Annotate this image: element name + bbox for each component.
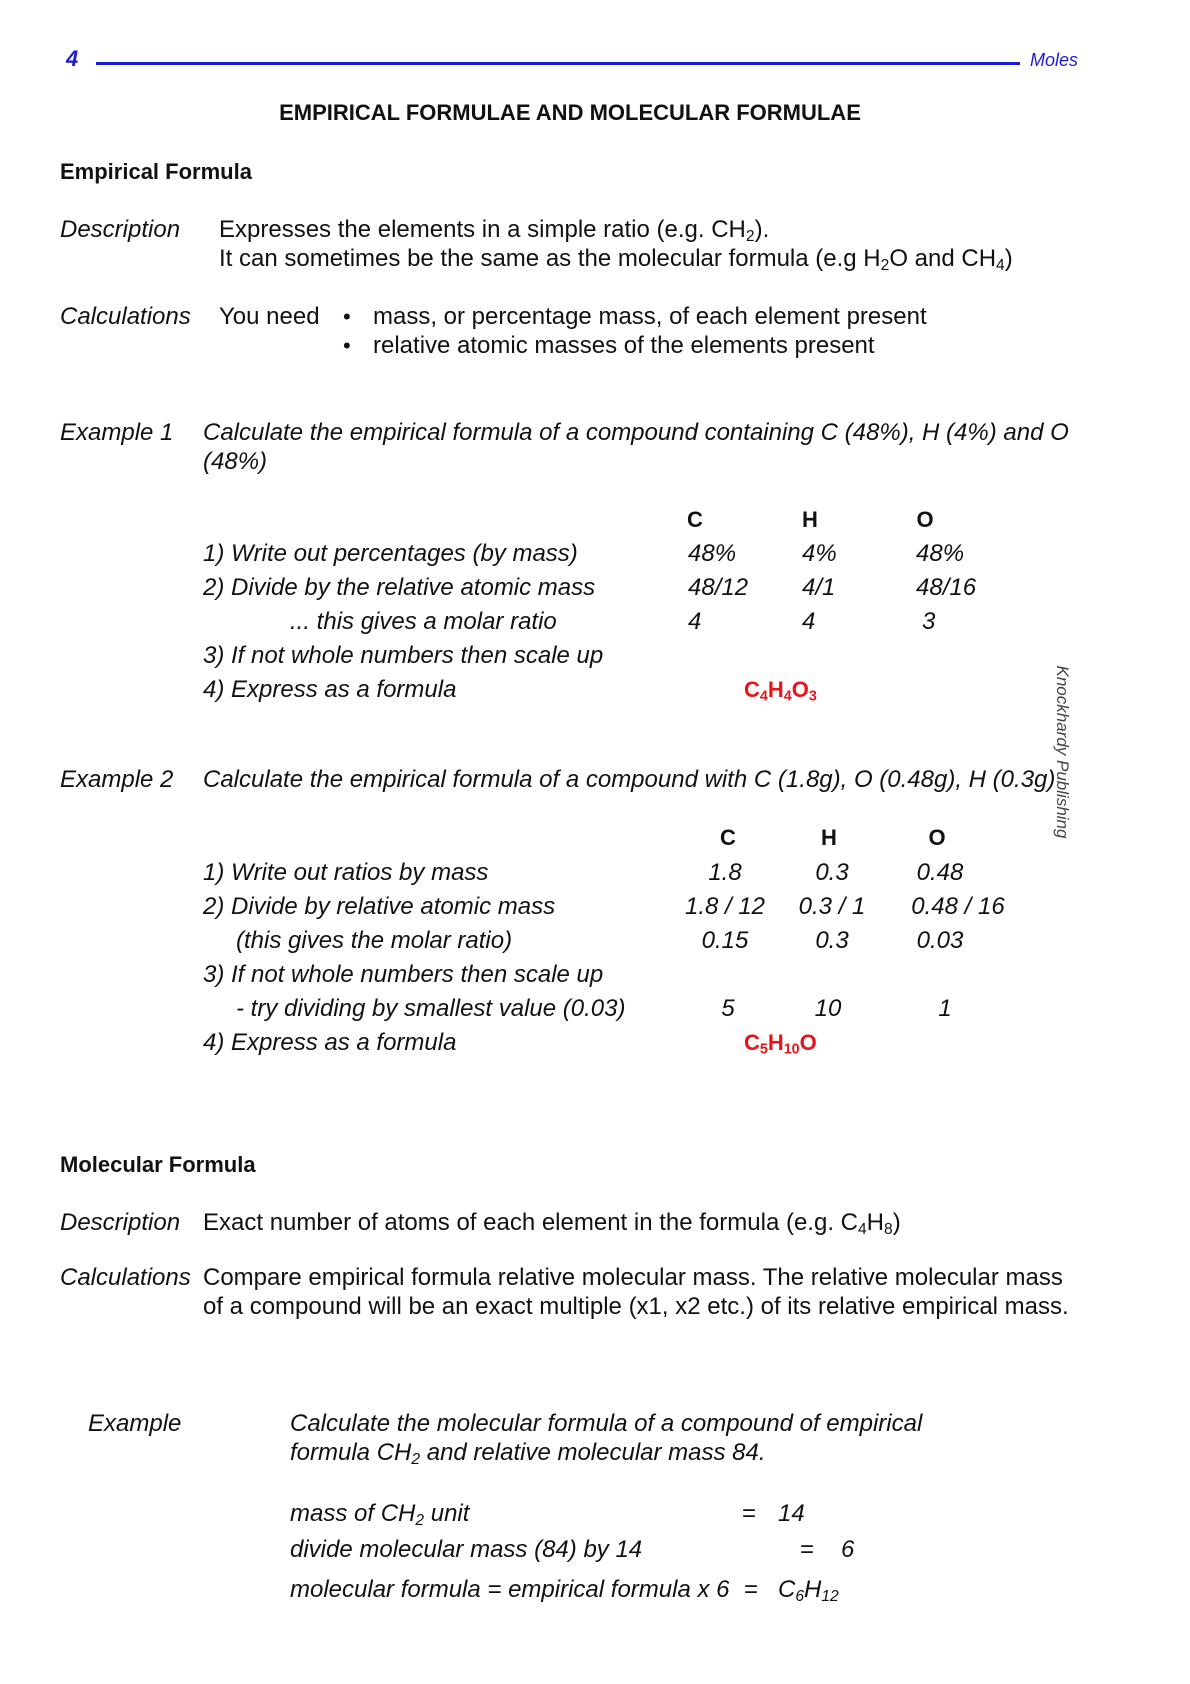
example2-label: Example 2 <box>60 766 174 793</box>
example1-header-H: H <box>802 507 818 532</box>
publisher-side-label: Knockhardy Publishing <box>1053 665 1072 839</box>
example2-answer-formula: $C_5H_{10}O$ <box>744 1030 817 1058</box>
example2-cell: 10 <box>814 995 842 1022</box>
molecular-heading: Molecular Formula <box>60 1152 256 1177</box>
bullet-item: relative atomic masses of the elements present <box>373 332 875 359</box>
example1-step: 1) Write out percentages (by mass) <box>203 540 578 567</box>
example2-cell: 1 <box>938 995 952 1022</box>
example2-header-C: C <box>720 825 736 850</box>
example3-question-line1: Calculate the molecular formula of a compound of empirical <box>290 1410 923 1437</box>
example1-step: ... this gives a molar ratio <box>290 608 557 635</box>
example2-cell: 0.3 / 1 <box>798 893 866 920</box>
example3-line2: divide molecular mass (84) by 14 <box>290 1536 643 1563</box>
example1-label: Example 1 <box>60 419 174 446</box>
bullet: • <box>343 333 351 358</box>
example1-header-O: O <box>916 507 934 532</box>
bullet: • <box>343 304 351 329</box>
empirical-calculations-label: Calculations <box>60 303 191 330</box>
example1-cell: 48% <box>688 540 737 567</box>
molecular-calculations-label: Calculations <box>60 1264 191 1291</box>
example2-step: (this gives the molar ratio) <box>236 927 513 954</box>
molecular-calc-line2: of a compound will be an exact multiple (x1, x2 etc.) of its relative empirical mass. <box>203 1293 1069 1320</box>
example1-cell: 4% <box>802 540 837 567</box>
example3-line1: mass of $CH_2$ unit <box>290 1500 470 1529</box>
bullet-item: mass, or percentage mass, of each element present <box>373 303 927 330</box>
example2-cell: 0.3 <box>815 859 849 886</box>
empirical-heading: Empirical Formula <box>60 159 252 184</box>
you-need-text: You need <box>219 303 320 330</box>
header-rule <box>96 62 1020 65</box>
page-title: EMPIRICAL FORMULAE AND MOLECULAR FORMULAE <box>279 100 861 125</box>
example2-cell: 0.03 <box>916 927 964 954</box>
example2-cell: 5 <box>721 995 735 1022</box>
example2-cell: 0.48 <box>916 859 964 886</box>
example1-cell: 48/16 <box>916 574 977 601</box>
example3-line1-equals: = <box>742 1500 757 1527</box>
example2-step: 4) Express as a formula <box>203 1029 457 1056</box>
example2-step: 2) Divide by relative atomic mass <box>203 893 556 920</box>
empirical-description-label: Description <box>60 216 181 243</box>
molecular-description-label: Description <box>60 1209 181 1236</box>
example1-step: 4) Express as a formula <box>203 676 457 703</box>
example2-cell: 1.8 / 12 <box>684 893 766 920</box>
empirical-description-line2: It can sometimes be the same as the molecular formula (e.g $H_2O$ and $CH_4$) <box>219 245 1013 274</box>
example2-cell: 0.15 <box>701 927 749 954</box>
example1-cell: 4 <box>688 608 702 635</box>
example1-step: 2) Divide by the relative atomic mass <box>203 574 596 601</box>
example1-cell: 48/12 <box>688 574 749 601</box>
example2-step: - try dividing by smallest value (0.03) <box>236 995 626 1022</box>
example2-step: 1) Write out ratios by mass <box>203 859 489 886</box>
example1-step: 3) If not whole numbers then scale up <box>203 642 604 669</box>
molecular-calc-line1: Compare empirical formula relative molecular mass. The relative molecular mass <box>203 1264 1063 1291</box>
example2-cell: 1.8 <box>708 859 742 886</box>
example1-header-C: C <box>687 507 703 532</box>
example1-cell: 48% <box>916 540 965 567</box>
example2-header-H: H <box>821 825 837 850</box>
example1-cell: 4/1 <box>802 574 836 601</box>
example2-cell: 0.3 <box>815 927 849 954</box>
example1-question-line1: Calculate the empirical formula of a compound containing C (48%), H (4%) and O <box>203 419 1069 446</box>
example2-header-O: O <box>928 825 946 850</box>
example3-line3: molecular formula = empirical formula x 6 <box>290 1576 730 1603</box>
example3-question-line2: formula $CH_2$ and relative molecular mass 84. <box>290 1439 766 1468</box>
example1-cell: 3 <box>922 608 936 635</box>
example3-line2-equals: = <box>800 1536 815 1563</box>
example3-line1-value: 14 <box>778 1500 805 1527</box>
molecular-description: Exact number of atoms of each element in the formula (e.g. $C_4H_8$) <box>203 1209 901 1238</box>
section-label: Moles <box>1030 50 1079 70</box>
example2-question: Calculate the empirical formula of a compound with C (1.8g), O (0.48g), H (0.3g) <box>203 766 1056 793</box>
example3-label: Example <box>88 1410 182 1437</box>
example3-line3-equals: = <box>744 1576 759 1603</box>
example1-question-line2: (48%) <box>203 448 268 475</box>
example2-step: 3) If not whole numbers then scale up <box>203 961 604 988</box>
empirical-description-line1: Expresses the elements in a simple ratio (e.g. $CH_2$). <box>219 216 770 245</box>
page-number: 4 <box>66 46 79 71</box>
example1-answer-formula: $C_4H_4O_3$ <box>744 677 817 705</box>
example3-answer-formula: $C_6H_{12}$ <box>778 1576 839 1605</box>
example2-cell: 0.48 / 16 <box>911 893 1005 920</box>
example3-line2-value: 6 <box>841 1536 855 1563</box>
example1-cell: 4 <box>802 608 816 635</box>
